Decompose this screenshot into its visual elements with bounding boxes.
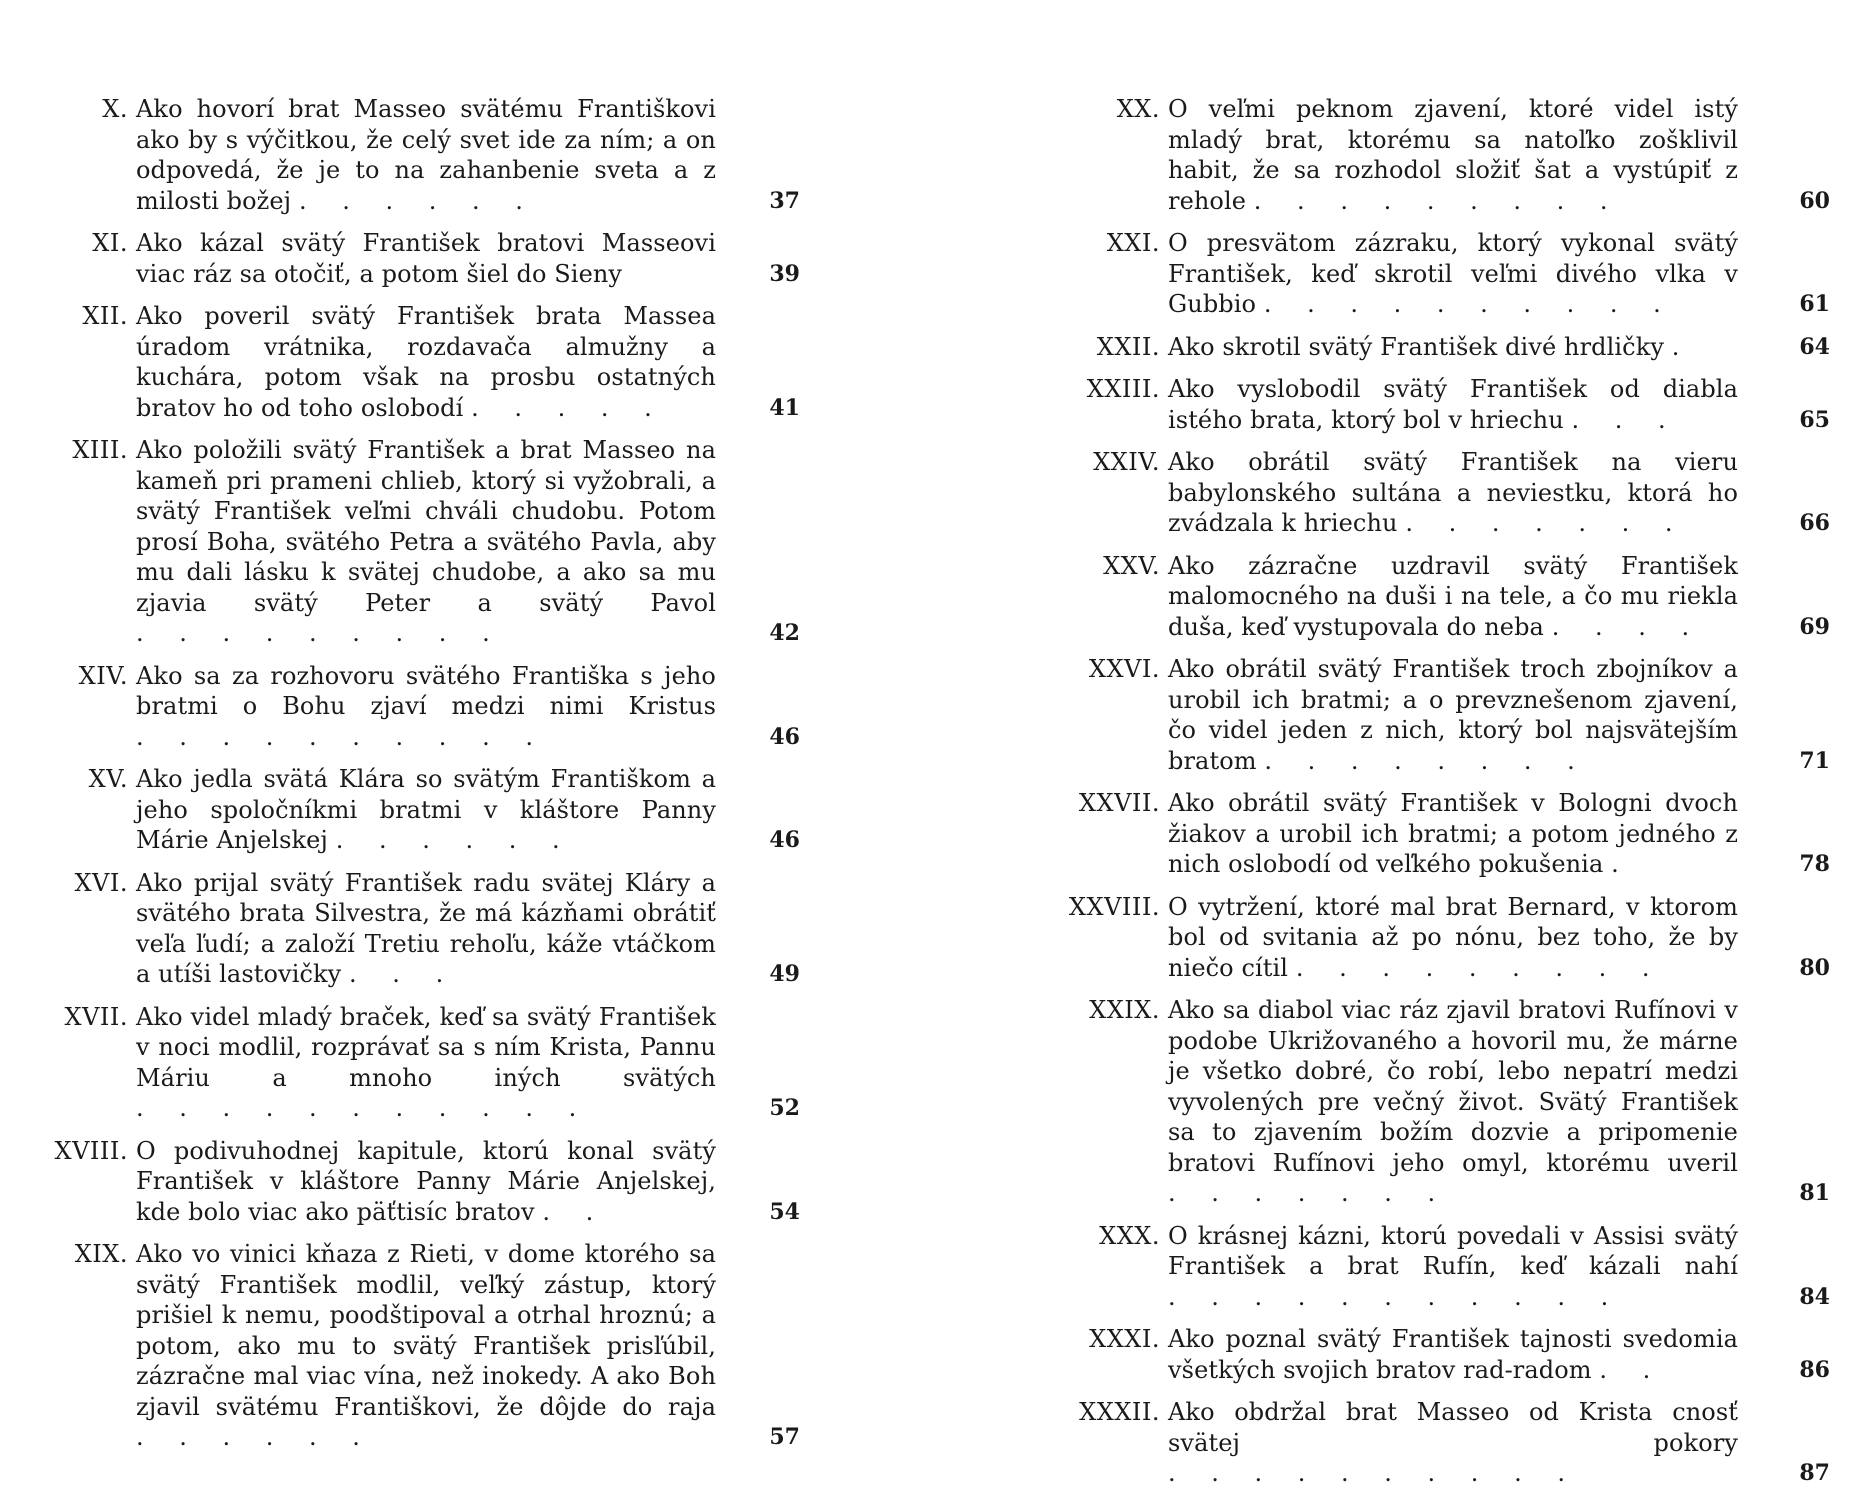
leader-dots: . . . [349, 960, 458, 988]
page-number: 46 [769, 723, 800, 750]
page-number: 37 [769, 187, 800, 214]
chapter-title [1168, 788, 1738, 880]
leader-dots: . . . . . . [136, 1423, 374, 1451]
chapter-title-text: Ako vo vinici kňaza z Rieti, v dome ktorého sa svätý František modlil, veľký zástup, ktorý prišiel k nemu, poodštipoval a otrhal hroznú; a potom, ako mu to svätý František prisľúbil, zázračne mal viac vína, než inokedy. A ako Boh zjavil svätému Františkovi, že dôjde do raja [136, 1240, 716, 1421]
chapter-title-text: Ako prijal svätý František radu svätej Kláry a svätého brata Silvestra, že má kázňami obrátiť veľa ľudí; a založí Tretiu rehoľu, káže vtáčkom a utíši lastovičky [136, 868, 716, 988]
chapter-number: XVII. [64, 1002, 128, 1031]
toc-entry [1040, 551, 1830, 643]
leader-dots: . . . . . . [298, 186, 537, 215]
page-number: 87 [1799, 1460, 1830, 1486]
chapter-number: XXIV. [1093, 448, 1160, 476]
leader-dots: . . . . . . . . . [136, 619, 504, 647]
chapter-number: X. [102, 95, 128, 123]
page-number: 41 [769, 394, 800, 421]
chapter-title-text: O krásnej kázni, ktorú povedali v Assisi svätý František a brat Rufín, keď kázali nahí [1168, 1221, 1738, 1280]
chapter-title-text: Ako kázal svätý František bratovi Masseovi viac ráz sa otočiť, a potom šiel do Sieny [136, 229, 716, 288]
chapter-title [1168, 995, 1738, 1209]
toc-entry [40, 435, 800, 649]
chapter-title [136, 868, 716, 990]
toc-entry [40, 1136, 800, 1228]
chapter-title [1168, 1324, 1738, 1385]
chapter-title-text: Ako obrátil svätý František na vieru babylonského sultána a neviestku, ktorá ho zvádzala k hriechu [1168, 448, 1738, 537]
toc-entry [1040, 995, 1830, 1209]
page-number: 61 [1799, 291, 1830, 317]
page-number: 54 [769, 1198, 800, 1225]
page-number: 39 [769, 260, 800, 287]
chapter-number: XVI. [74, 868, 128, 897]
toc-entry [1040, 228, 1830, 320]
page-number: 57 [769, 1424, 800, 1450]
page-number: 78 [1799, 851, 1830, 877]
left-page [40, 94, 800, 1465]
leader-dots: . . . . . . . . . [1295, 953, 1664, 982]
toc-entry [40, 661, 800, 753]
chapter-number: XI. [92, 229, 128, 257]
page-number: 80 [1799, 954, 1830, 981]
chapter-number: XXVII. [1078, 789, 1160, 817]
leader-dots: . . . [1571, 405, 1680, 434]
chapter-title [1168, 892, 1738, 984]
chapter-number: XV. [88, 765, 128, 793]
page-number: 84 [1799, 1283, 1830, 1310]
toc-entry [1040, 654, 1830, 776]
chapter-title-text: Ako zázračne uzdravil svätý František malomocného na duši i na tele, a čo mu riekla duša, keď vystupovala do neba [1168, 551, 1738, 641]
leader-dots: . [1611, 850, 1633, 878]
chapter-title [136, 661, 716, 753]
page-number: 42 [769, 620, 800, 646]
chapter-title [1168, 551, 1738, 643]
chapter-title-text: Ako videl mladý braček, keď sa svätý František v noci modlil, rozprávať sa s ním Krista, Pannu Máriu a mnoho iných svätých [136, 1002, 716, 1092]
chapter-title-text: Ako skrotil svätý František divé hrdličky [1168, 332, 1664, 361]
toc-entry [40, 301, 800, 423]
chapter-number: XXX. [1099, 1221, 1160, 1250]
chapter-title [136, 228, 716, 289]
chapter-number: XX. [1116, 95, 1160, 123]
toc-entry [1040, 1324, 1830, 1385]
page-number: 66 [1799, 510, 1830, 536]
toc-entry [1040, 788, 1830, 880]
chapter-number: XXVI. [1088, 655, 1160, 683]
page-number: 49 [769, 961, 800, 987]
chapter-title-text: Ako obrátil svätý František troch zbojníkov a urobil ich bratmi; a o prevznešenom zjavení, čo videl jeden z nich, ktorý bol najsvätejším bratom [1168, 655, 1738, 775]
page-number: 64 [1799, 333, 1830, 360]
leader-dots: . . . . . . . . . . . [1168, 1282, 1623, 1311]
page-number: 86 [1799, 1356, 1830, 1383]
leader-dots: . . . . . . . . . . [1263, 290, 1675, 318]
right-page [1040, 94, 1830, 1501]
leader-dots: . . . . . . . . . . [1168, 1459, 1579, 1487]
chapter-title [1168, 654, 1738, 776]
page-number: 46 [769, 827, 800, 853]
chapter-title-text: O presvätom zázraku, ktorý vykonal svätý František, keď skrotil veľmi divého vlka v Gubbio [1168, 229, 1738, 318]
chapter-number: XIX. [74, 1240, 128, 1268]
chapter-title [136, 1002, 716, 1124]
chapter-title [1168, 447, 1738, 539]
chapter-title [136, 764, 716, 856]
chapter-number: XXIII. [1086, 375, 1160, 403]
chapter-title [136, 301, 716, 423]
leader-dots: . . [542, 1197, 608, 1226]
toc-entry [1040, 892, 1830, 984]
chapter-title-text: Ako obrátil svätý František v Bologni dvoch žiakov a urobil ich bratmi; a potom jedného z nich oslobodí od veľkého pokušenia [1168, 789, 1738, 878]
leader-dots: . . [1599, 1355, 1665, 1384]
chapter-title [1168, 332, 1738, 363]
chapter-title [1168, 94, 1738, 216]
leader-dots: . . . . . . . . . . . [136, 1094, 591, 1122]
chapter-title-text: Ako hovorí brat Masseo svätému Františkovi ako by s výčitkou, že celý svet ide za ním; a on odpovedá, že je to na zahanbenie sveta a z milosti božej [136, 95, 716, 215]
chapter-number: XVIII. [54, 1136, 128, 1165]
chapter-title [1168, 374, 1738, 435]
page-number: 81 [1799, 1180, 1830, 1206]
page-number: 60 [1799, 187, 1830, 214]
leader-dots: . . . . . . . [1168, 1179, 1450, 1207]
chapter-number: XII. [82, 302, 128, 330]
chapter-title-text: O veľmi peknom zjavení, ktoré videl istý mladý brat, ktorému sa natoľko zošklivil habit, že sa rozhodol složiť šat a vystúpiť z rehole [1168, 95, 1738, 215]
toc-entry [40, 1002, 800, 1124]
leader-dots: . . . . [1551, 612, 1704, 641]
leader-dots: . . . . . . . . [1264, 746, 1589, 775]
leader-dots: . . . . . . . . . . [136, 722, 547, 751]
toc-entry [1040, 332, 1830, 363]
chapter-title [136, 1239, 716, 1453]
chapter-title [136, 1136, 716, 1228]
chapter-title-text: Ako sa diabol viac ráz zjavil bratovi Rufínovi v podobe Ukrižovaného a hovoril mu, že márne je všetko dobré, čo robí, lebo nepatrí medzi vyvolených pre večný život. Svätý František sa to zjavením božím dozvie a pripomenie bratovi Rufínovi jeho omyl, ktorému uveril [1168, 996, 1738, 1177]
chapter-number: XXXII. [1079, 1398, 1160, 1426]
chapter-title-text: O vytržení, ktoré mal brat Bernard, v ktorom bol od svitania až po nónu, bez toho, že by niečo cítil [1168, 892, 1738, 982]
toc-entry [1040, 447, 1830, 539]
leader-dots: . . . . . . [335, 826, 574, 854]
page-number: 65 [1799, 406, 1830, 433]
chapter-title [136, 94, 716, 216]
chapter-title-text: Ako jedla svätá Klára so svätým Františkom a jeho spoločníkmi bratmi v kláštore Panny Márie Anjelskej [136, 765, 716, 854]
toc-entry [40, 764, 800, 856]
page-number: 52 [769, 1095, 800, 1121]
chapter-title-text: Ako sa za rozhovoru svätého Františka s jeho bratmi o Bohu zjaví medzi nimi Kristus [136, 661, 716, 720]
leader-dots: . [1671, 332, 1694, 361]
chapter-title [1168, 1221, 1738, 1313]
chapter-number: XXXI. [1089, 1325, 1160, 1353]
chapter-title [1168, 1397, 1738, 1489]
chapter-number: XIII. [72, 436, 128, 464]
toc-entry [40, 94, 800, 216]
chapter-number: XXV. [1103, 551, 1160, 580]
chapter-number: XXVIII. [1068, 892, 1160, 921]
toc-entry [1040, 1397, 1830, 1489]
toc-entry [40, 228, 800, 289]
toc-entry [1040, 94, 1830, 216]
leader-dots: . . . . . [471, 393, 666, 422]
chapter-title-text: Ako poveril svätý František brata Massea úradom vrátnika, rozdavača almužny a kuchára, potom však na prosbu ostatných bratov ho od toho oslobodí [136, 302, 716, 422]
toc-entry [1040, 1221, 1830, 1313]
leader-dots: . . . . . . . [1405, 509, 1687, 537]
chapter-title-text: Ako poznal svätý František tajnosti svedomia všetkých svojich bratov rad-radom [1168, 1325, 1738, 1384]
chapter-number: XXI. [1106, 229, 1160, 257]
toc-entry [1040, 374, 1830, 435]
chapter-number: XIV. [78, 661, 128, 690]
page-number: 71 [1799, 747, 1830, 774]
leader-dots: . . . . . . . . . [1253, 186, 1622, 215]
chapter-title-text: Ako obdržal brat Masseo od Krista cnosť svätej pokory [1168, 1398, 1738, 1457]
toc-entry [40, 868, 800, 990]
chapter-title [136, 435, 716, 649]
chapter-title [1168, 228, 1738, 320]
chapter-title-text: Ako položili svätý František a brat Masseo na kameň pri prameni chlieb, ktorý si vyžobrali, a svätý František veľmi chváli chudobu. Potom prosí Boha, svätého Petra a svätého Pavla, aby mu dali lásku k svätej chudobe, a ako sa mu zjavia svätý Peter a svätý Pavol [136, 436, 716, 617]
chapter-number: XXII. [1096, 332, 1160, 361]
page-number: 69 [1799, 613, 1830, 640]
chapter-number: XXIX. [1089, 996, 1160, 1024]
chapter-title-text: O podivuhodnej kapitule, ktorú konal svätý František v kláštore Panny Márie Anjelskej, kde bolo viac ako päťtisíc bratov [136, 1136, 716, 1226]
toc-entry [40, 1239, 800, 1453]
chapter-title-text: Ako vyslobodil svätý František od diabla istého brata, ktorý bol v hriechu [1168, 375, 1738, 434]
